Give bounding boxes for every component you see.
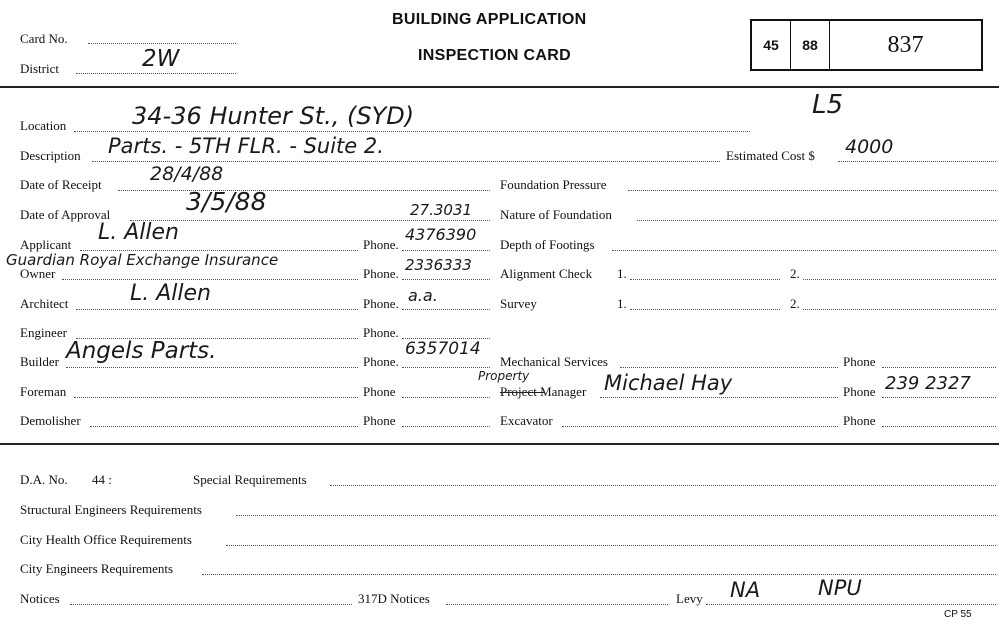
card-number-boxes (750, 19, 983, 71)
divider-top (0, 86, 999, 88)
form-title-line2: INSPECTION CARD (418, 47, 571, 64)
project-strikethrough (500, 392, 545, 393)
builder-phone-line (402, 367, 490, 368)
foundation-pressure-line (628, 190, 996, 191)
box-88: 88 (791, 21, 830, 69)
location-value: 34-36 Hunter St., (SYD) (132, 102, 415, 130)
architect-value: L. Allen (130, 281, 211, 306)
architect-label: Architect (20, 296, 69, 311)
architect-phone: a.a. (408, 286, 438, 305)
levy-label: Levy (676, 591, 703, 606)
mechanical-line (620, 367, 838, 368)
demolisher-label: Demolisher (20, 413, 81, 428)
architect-phone-line (402, 309, 490, 310)
foundation-pressure-label: Foundation Pressure (500, 177, 607, 192)
estimated-cost-label: Estimated Cost $ (726, 148, 815, 163)
date-approval-line (130, 220, 490, 221)
description-label: Description (20, 148, 81, 163)
health-req-line (226, 545, 996, 546)
levy-value1: NA (730, 578, 761, 602)
engineer-phone-label: Phone. (363, 325, 399, 340)
card-no-label: Card No. (20, 31, 68, 46)
divider-bottom (0, 443, 999, 445)
nature-foundation-line (637, 220, 996, 221)
excavator-line (562, 426, 838, 427)
form-code: CP 55 (944, 609, 972, 620)
estimated-cost-value: 4000 (845, 136, 894, 158)
description-value: Parts. - 5TH FLR. - Suite 2. (108, 134, 384, 158)
card-no-line (88, 43, 236, 44)
builder-label: Builder (20, 354, 59, 369)
excavator-phone-line (882, 426, 996, 427)
structural-req-line (236, 515, 996, 516)
date-approval-value: 3/5/88 (186, 187, 267, 216)
owner-value: Guardian Royal Exchange Insurance (6, 251, 279, 269)
architect-line (76, 309, 358, 310)
special-req-label: Special Requirements (193, 472, 307, 487)
date-receipt-value: 28/4/88 (150, 163, 224, 185)
demolisher-line (90, 426, 358, 427)
demolisher-phone-line (402, 426, 490, 427)
demolisher-phone-label: Phone (363, 413, 396, 428)
special-req-line (330, 485, 996, 486)
location-line (74, 131, 750, 132)
district-value: 2W (142, 46, 180, 72)
date-receipt-line (118, 190, 490, 191)
mechanical-label: Mechanical Services (500, 354, 608, 369)
owner-phone-line (402, 279, 490, 280)
excavator-label: Excavator (500, 413, 553, 428)
city-eng-req-line (202, 574, 996, 575)
level-mark: L5 (812, 90, 844, 120)
district-line (76, 73, 236, 74)
applicant-phone-label: Phone. (363, 237, 399, 252)
applicant-phone-line (402, 250, 490, 251)
description-line (92, 161, 720, 162)
notices-label: Notices (20, 591, 60, 606)
structural-req-label: Structural Engineers Requirements (20, 502, 202, 517)
applicant-phone: 4376390 (405, 225, 477, 244)
depth-footings-label: Depth of Footings (500, 237, 595, 252)
approval-ref: 27.3031 (410, 201, 473, 219)
project-manager-label: Project Manager (500, 384, 587, 399)
district-label: District (20, 61, 59, 76)
builder-value: Angels Parts. (66, 338, 217, 364)
survey-line1 (630, 309, 780, 310)
depth-footings-line (612, 250, 996, 251)
nature-foundation-label: Nature of Foundation (500, 207, 612, 222)
health-req-label: City Health Office Requirements (20, 532, 192, 547)
survey-label: Survey (500, 296, 537, 311)
da-label: D.A. No. (20, 472, 68, 487)
owner-line (62, 279, 358, 280)
card-number: 837 (887, 31, 924, 58)
foreman-line (74, 397, 358, 398)
project-manager-value: Michael Hay (604, 371, 733, 395)
applicant-label: Applicant (20, 237, 72, 252)
alignment-line2 (803, 279, 996, 280)
builder-line (66, 367, 358, 368)
mechanical-phone-line (882, 367, 996, 368)
survey-num1: 1. (617, 296, 627, 311)
alignment-line1 (630, 279, 780, 280)
box-45: 45 (752, 21, 791, 69)
survey-line2 (803, 309, 996, 310)
project-manager-line (600, 397, 838, 398)
city-eng-req-label: City Engineers Requirements (20, 561, 174, 576)
alignment-num1: 1. (617, 266, 627, 281)
builder-phone: 6357014 (405, 339, 481, 359)
location-label: Location (20, 118, 67, 133)
alignment-check-label: Alignment Check (500, 266, 593, 281)
property-insert: Property (478, 369, 530, 383)
foreman-phone-line (402, 397, 490, 398)
pm-phone-label: Phone (843, 384, 876, 399)
date-receipt-label: Date of Receipt (20, 177, 102, 192)
applicant-value: L. Allen (98, 220, 179, 245)
pm-phone: 239 2327 (885, 373, 971, 394)
owner-label: Owner (20, 266, 56, 281)
da-value: 44 : (92, 472, 112, 487)
survey-num2: 2. (790, 296, 800, 311)
owner-phone-label: Phone. (363, 266, 399, 281)
notices-317d-label: 317D Notices (358, 591, 430, 606)
estimated-cost-line (838, 161, 996, 162)
foreman-label: Foreman (20, 384, 67, 399)
owner-phone: 2336333 (405, 256, 472, 274)
builder-phone-label: Phone. (363, 354, 399, 369)
notices-317d-line (446, 604, 668, 605)
form-title-line1: BUILDING APPLICATION (392, 11, 587, 28)
excavator-phone-label: Phone (843, 413, 876, 428)
pm-phone-line (882, 397, 996, 398)
notices-line (70, 604, 352, 605)
alignment-num2: 2. (790, 266, 800, 281)
architect-phone-label: Phone. (363, 296, 399, 311)
mechanical-phone-label: Phone (843, 354, 876, 369)
date-approval-label: Date of Approval (20, 207, 111, 222)
engineer-label: Engineer (20, 325, 67, 340)
levy-line (706, 604, 996, 605)
levy-value2: NPU (818, 576, 862, 600)
foreman-phone-label: Phone (363, 384, 396, 399)
